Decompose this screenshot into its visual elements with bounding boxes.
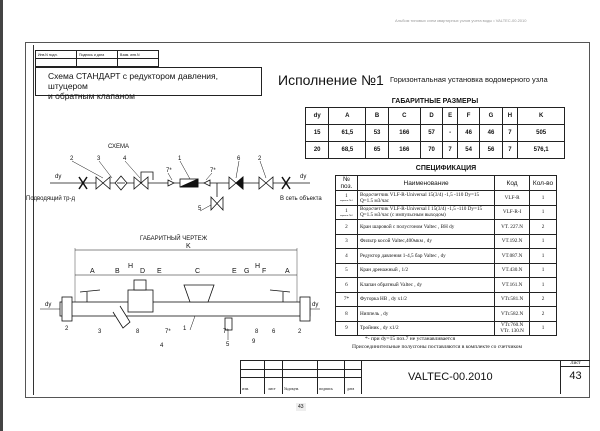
execution-subtitle: Горизонтальная установка водомерного узла xyxy=(390,75,548,84)
dim-header: K xyxy=(518,108,565,125)
component-label: 2 xyxy=(65,326,69,332)
inlet-label: Подводящий тр-д xyxy=(26,196,75,202)
spec-qty: 1 xyxy=(530,263,557,278)
spec-qty: 1 xyxy=(530,191,557,206)
dy-label: dy xyxy=(45,302,52,308)
header-text: Альбом типовых схем квартирных узлов учета воды • VALTEC-00.2010 xyxy=(395,18,527,23)
spec-code: VT.161.N xyxy=(495,278,530,293)
dim-cell: 53 xyxy=(366,125,388,142)
dim-header: B xyxy=(366,108,388,125)
dim-cell: 46 xyxy=(457,125,479,142)
drawing-title: ГАБАРИТНЫЙ ЧЕРТЕЖ xyxy=(140,236,208,242)
spec-note-2: Присоединительные полусгоны поставляются в комплекте со счетчиком xyxy=(352,344,522,350)
tb-col: подпись xyxy=(319,386,333,391)
component-label: 4 xyxy=(160,343,164,349)
pos: 8 xyxy=(345,310,348,317)
spec-code: VTr.582.N xyxy=(495,307,530,322)
spec-name: Тройник , dy x1/2 xyxy=(357,321,494,336)
position-label: 6 xyxy=(237,156,241,162)
dim-header: A xyxy=(329,108,366,125)
component-label: 7* xyxy=(223,329,229,335)
dim-header: F xyxy=(457,108,479,125)
tb-col: дата xyxy=(347,386,355,391)
dimension-label: E xyxy=(232,268,237,275)
dim-header: C xyxy=(388,108,420,125)
spec-code: VT.192.N xyxy=(495,234,530,249)
spec-header: Кол-во xyxy=(530,176,557,191)
dimension-label: A xyxy=(285,268,290,275)
spec-qty: 1 xyxy=(530,321,557,336)
spec-qty: 1 xyxy=(530,249,557,264)
dimension-label: C xyxy=(195,268,201,275)
spec-qty: 2 xyxy=(530,307,557,322)
leader-line xyxy=(125,161,140,178)
position-label: 2 xyxy=(258,156,262,162)
component-label: 9 xyxy=(252,339,256,345)
spec-name: Водосчетчик VLF-R-Universal 15(3/4) -1,5 -110 Dy=15 Q=1.5 м3/час xyxy=(357,191,494,206)
dimensions-title: ГАБАРИТНЫЕ РАЗМЕРЫ xyxy=(391,98,479,105)
spec-code: VTr.760.N VTr. 130.N xyxy=(495,321,530,336)
stamp-col: Взам. инв.N xyxy=(118,51,159,59)
spec-qty: 1 xyxy=(530,205,557,220)
spec-code: VTr.581.N xyxy=(495,292,530,307)
dy-label: dy xyxy=(312,302,319,308)
dim-cell: 7 xyxy=(502,142,518,159)
dim-cell: 61,5 xyxy=(329,125,366,142)
sheet-label: Лист xyxy=(561,361,590,367)
dim-cell: 7 xyxy=(502,125,518,142)
leader-line xyxy=(260,161,266,178)
pos: 1 xyxy=(345,207,348,214)
position-label: 7* xyxy=(166,168,172,174)
title-block xyxy=(240,360,590,393)
pos: 9 xyxy=(345,325,348,332)
scheme-title-line: и обратным клапаном xyxy=(48,91,135,101)
dim-cell: 20 xyxy=(306,142,329,159)
dim-header: H xyxy=(502,108,518,125)
drain-valve-icon xyxy=(211,183,223,210)
spec-name: Водосчетчик VLF-R-Universal I 15(3/4) -1,5 -110 Dy=15 Q=1.5 м3/час (с импульсным выходом) xyxy=(357,205,494,220)
union-icon xyxy=(300,297,310,321)
dimension-label: G xyxy=(244,268,250,275)
component-label: 8 xyxy=(136,329,140,335)
component-label: 7* xyxy=(165,329,171,335)
dimension-label: K xyxy=(186,243,191,250)
spec-name: Фильтр косой Valtec,400мкм , dy xyxy=(357,234,494,249)
pos: 1 xyxy=(345,193,348,200)
component-label: 5 xyxy=(226,342,230,348)
schema xyxy=(26,144,322,212)
dim-cell: 65 xyxy=(366,142,388,159)
leader-line xyxy=(180,161,190,179)
component-label: 2 xyxy=(298,329,302,335)
valve-handle-icon xyxy=(80,290,100,302)
leader-line xyxy=(206,173,212,180)
spec-title: СПЕЦИФИКАЦИЯ xyxy=(415,165,477,172)
sheet-number: 43 xyxy=(569,370,582,382)
pos: 5 xyxy=(345,267,348,274)
spec-name: Футорка НВ , dy x1/2 xyxy=(357,292,494,307)
position-label: 2 xyxy=(70,156,74,162)
spec-name: Редуктор давления 1-4,5 бар Valtec , dy xyxy=(357,249,494,264)
pos: 6 xyxy=(345,281,348,288)
spec-code: VLF-R-I xyxy=(495,205,530,220)
dim-header: dy xyxy=(306,108,329,125)
spec-name: Кран дренажный , 1/2 xyxy=(357,263,494,278)
dim-cell: 68,5 xyxy=(329,142,366,159)
union-icon xyxy=(62,297,72,321)
spec-qty: 2 xyxy=(530,292,557,307)
spec-qty: 1 xyxy=(530,278,557,293)
dim-cell: 70 xyxy=(420,142,442,159)
ball-valve-icon xyxy=(259,177,273,189)
document-code: VALTEC-00.2010 xyxy=(408,371,493,383)
ball-valve-icon xyxy=(96,177,110,189)
pos-variant: вариант №1 xyxy=(340,199,353,203)
spec-qty: 1 xyxy=(530,234,557,249)
dimension-label: H xyxy=(255,263,261,270)
dim-header: G xyxy=(480,108,502,125)
spec-name: Ниппель , dy xyxy=(357,307,494,322)
outlet-label: В сеть объекта xyxy=(280,196,322,202)
component-label: 8 xyxy=(255,329,259,335)
dim-cell: 46 xyxy=(480,125,502,142)
leader-line xyxy=(200,205,211,211)
position-label: 5 xyxy=(198,206,202,212)
spec-code: VT.430.N xyxy=(495,263,530,278)
position-label: 1 xyxy=(178,156,182,162)
pos: 2 xyxy=(345,223,348,230)
tb-col: изм. xyxy=(242,386,250,391)
pos: 4 xyxy=(345,252,348,259)
position-label: 4 xyxy=(123,156,127,162)
spec-code: VT. 227.N xyxy=(495,220,530,235)
dim-cell: 15 xyxy=(306,125,329,142)
pos-variant: вариант №2 xyxy=(340,213,353,217)
spec-header: Наименование xyxy=(357,176,494,191)
dim-cell: 166 xyxy=(388,142,420,159)
component-label: 3 xyxy=(98,329,102,335)
meter-icon xyxy=(184,285,214,302)
dim-cell: 56 xyxy=(480,142,502,159)
spec-header: № поз. xyxy=(336,176,358,191)
dimension-label: D xyxy=(140,268,146,275)
stamp-col: Подпись и дата xyxy=(77,51,118,59)
dimension-label: B xyxy=(115,268,120,275)
execution-title: Исполнение №1 xyxy=(278,72,384,88)
dimension-label: E xyxy=(157,268,162,275)
schema-title: СХЕМА xyxy=(108,144,129,150)
pos: 3 xyxy=(345,238,348,245)
position-label: 7* xyxy=(210,168,216,174)
dim-cell: 7 xyxy=(443,142,458,159)
pos: 7* xyxy=(343,296,350,303)
dy-label: dy xyxy=(300,174,307,180)
dim-header: E xyxy=(443,108,458,125)
dimension-label: A xyxy=(90,268,95,275)
tb-col: лист xyxy=(268,386,276,391)
dim-header: D xyxy=(420,108,442,125)
dim-cell: 166 xyxy=(388,125,420,142)
leader-line xyxy=(99,161,112,178)
spec-code: VT.087.N xyxy=(495,249,530,264)
component-label: 6 xyxy=(272,329,276,335)
spec-note-1: *- при dy=15 поз.7 не устанавливается xyxy=(365,336,456,342)
spec-name: Клапан обратный Valtec , dy xyxy=(357,278,494,293)
reducer-icon xyxy=(128,290,153,312)
dim-cell: - xyxy=(443,125,458,142)
tb-col: №докум. xyxy=(284,386,300,391)
page-number: 43 xyxy=(298,404,304,410)
position-label: 3 xyxy=(97,156,101,162)
dimension-label: H xyxy=(128,263,134,270)
leader-line xyxy=(72,161,103,178)
leader-line xyxy=(168,173,172,180)
dim-cell: 54 xyxy=(457,142,479,159)
spec-code: VLF-R xyxy=(495,191,530,206)
dim-cell: 576,1 xyxy=(518,142,565,159)
scheme-title-line: Схема СТАНДАРТ с редуктором давления, штуцером xyxy=(48,71,218,91)
dimension-drawing xyxy=(40,234,320,349)
leader-line xyxy=(236,161,239,178)
valve-handle-icon xyxy=(270,290,290,302)
spec-name: Кран шаровой с полусгоном Valtec , BH dy xyxy=(357,220,494,235)
dim-cell: 57 xyxy=(420,125,442,142)
filter-icon xyxy=(115,176,127,190)
component-label: 1 xyxy=(183,326,187,332)
dim-cell: 505 xyxy=(518,125,565,142)
stamp-col: Инв.N подл. xyxy=(36,51,77,59)
spec-qty: 2 xyxy=(530,220,557,235)
dy-label: dy xyxy=(55,174,62,180)
dimension-label: F xyxy=(262,268,267,275)
spec-header: Код xyxy=(495,176,530,191)
